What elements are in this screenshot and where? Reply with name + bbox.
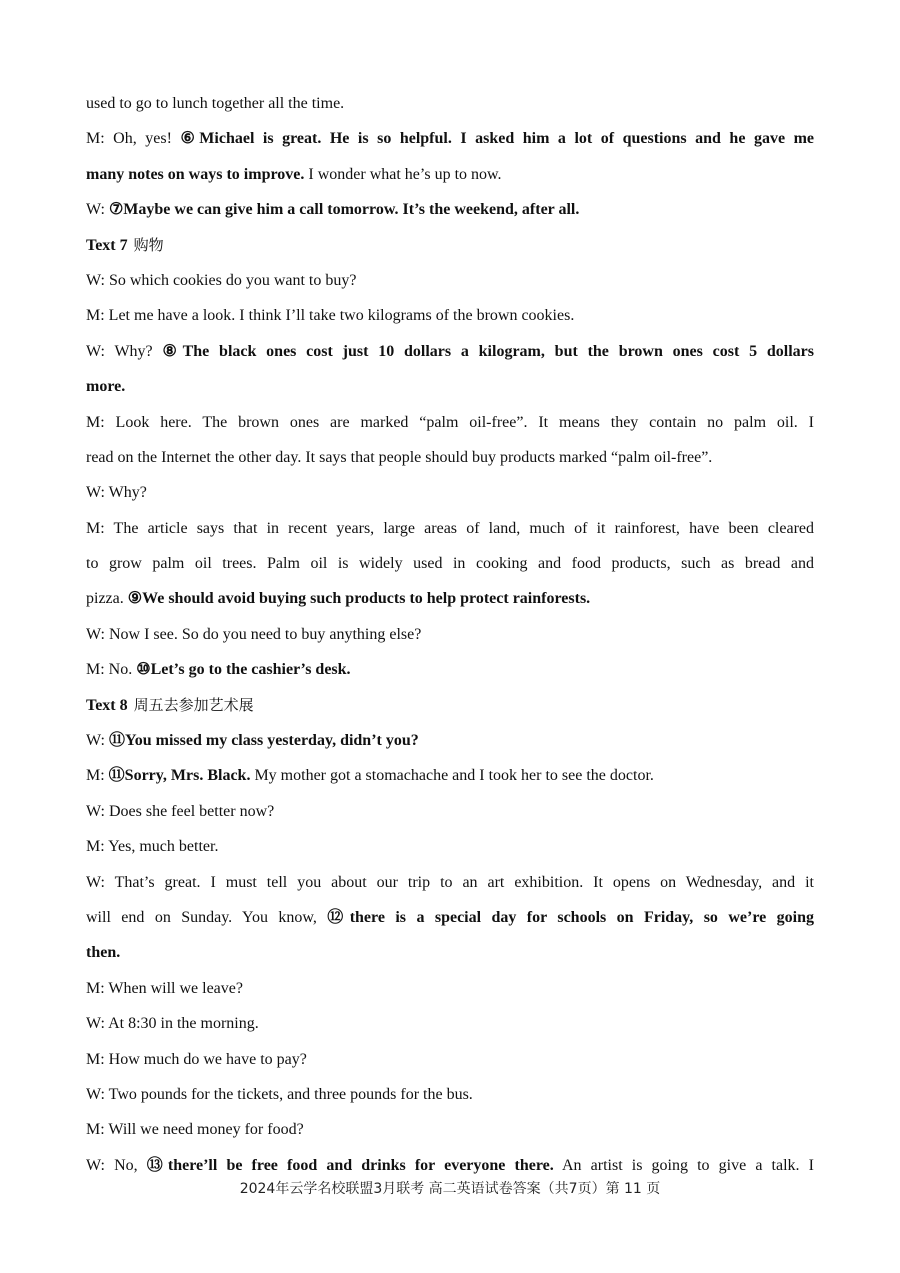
text-run: M: Look here. The brown ones are marked “palm oil-free”. It means they contain no palm oil. I [86, 413, 814, 431]
text-run: to grow palm oil trees. Palm oil is widely used in cooking and food products, such as bread and [86, 555, 814, 573]
answer-highlight: ⑦Maybe we can give him a call tomorrow. It’s the weekend, after all. [108, 201, 580, 219]
dialogue-line [86, 652, 814, 687]
dialogue-line [86, 405, 814, 440]
text-run: M: Yes, much better. [86, 838, 219, 856]
text-run: W: Now I see. So do you need to buy anything else? [86, 625, 422, 643]
dialogue-line [86, 829, 814, 864]
dialogue-line [86, 369, 814, 404]
text-run: W: So which cookies do you want to buy? [86, 271, 357, 289]
dialogue-line [86, 1077, 814, 1112]
answer-highlight: then. [86, 944, 121, 962]
dialogue-line [86, 935, 814, 970]
text-run: Text 7 [86, 236, 128, 254]
dialogue-line [86, 298, 814, 333]
answer-highlight: ⑧The black ones cost just 10 dollars a kilogram, but the brown ones cost 5 dollars [162, 342, 814, 360]
dialogue-line [86, 192, 814, 227]
answer-highlight: ⑪You missed my class yesterday, didn’t you? [108, 732, 419, 750]
dialogue-line [86, 334, 814, 369]
text-run: W: No, [86, 1156, 147, 1174]
answer-highlight: more. [86, 378, 126, 396]
section-heading [86, 228, 814, 263]
text-run: pizza. [86, 590, 128, 608]
text-run: I wonder what he’s up to now. [304, 165, 502, 183]
dialogue-line [86, 723, 814, 758]
answer-highlight: ⑫there is a special day for schools on Friday, so we’re going [327, 908, 814, 926]
dialogue-line [86, 581, 814, 616]
section-heading [86, 688, 814, 723]
dialogue-line [86, 440, 814, 475]
text-run: W: Why? [86, 342, 163, 360]
text-run: W: That’s great. I must tell you about our trip to an art exhibition. It opens on Wednesday, and it [86, 873, 814, 891]
text-run: will end on Sunday. You know, [86, 908, 328, 926]
answer-highlight: many notes on ways to improve. [86, 165, 305, 183]
dialogue-line [86, 86, 814, 121]
answer-highlight: ⑨We should avoid buying such products to help protect rainforests. [127, 590, 591, 608]
answer-highlight: ⑪Sorry, Mrs. Black. [108, 767, 251, 785]
text-run: M: Let me have a look. I think I’ll take two kilograms of the brown cookies. [86, 307, 575, 325]
dialogue-line [86, 263, 814, 298]
answer-highlight: ⑬there’ll be free food and drinks for everyone there. [146, 1156, 554, 1174]
text-run: W: Why? [86, 484, 147, 502]
text-run: M: How much do we have to pay? [86, 1050, 307, 1068]
answer-highlight: ⑩Let’s go to the cashier’s desk. [136, 661, 351, 679]
dialogue-line [86, 157, 814, 192]
text-run: W: [86, 201, 109, 219]
document-body [86, 86, 814, 1183]
dialogue-line [86, 1006, 814, 1041]
dialogue-line [86, 475, 814, 510]
text-run: M: Will we need money for food? [86, 1121, 304, 1139]
text-run: Text 8 [86, 696, 128, 714]
section-topic: 购物 [133, 235, 164, 254]
text-run: W: [86, 732, 109, 750]
dialogue-line [86, 758, 814, 793]
text-run: W: At 8:30 in the morning. [86, 1015, 259, 1033]
text-run: An artist is going to give a talk. I [553, 1156, 814, 1174]
dialogue-line [86, 794, 814, 829]
text-run: W: Two pounds for the tickets, and three pounds for the bus. [86, 1085, 473, 1103]
dialogue-line [86, 511, 814, 546]
text-run: My mother got a stomachache and I took her to see the doctor. [250, 767, 654, 785]
text-run: M: Oh, yes! [86, 130, 181, 148]
text-run: W: Does she feel better now? [86, 802, 275, 820]
dialogue-line [86, 1112, 814, 1147]
text-run: M: [86, 767, 109, 785]
dialogue-line [86, 971, 814, 1006]
dialogue-line [86, 865, 814, 900]
text-run: M: No. [86, 661, 137, 679]
text-run: M: When will we leave? [86, 979, 243, 997]
section-topic: 周五去参加艺术展 [133, 695, 254, 714]
page-footer: 2024年云学名校联盟3月联考 高二英语试卷答案（共7页）第 11 页 [239, 1181, 661, 1197]
text-run: used to go to lunch together all the time. [86, 95, 345, 112]
text-run: read on the Internet the other day. It says that people should buy products marked “palm oil-free”. [86, 448, 713, 466]
text-run: M: The article says that in recent years, large areas of land, much of it rainforest, have been cleared [86, 519, 814, 537]
dialogue-line [86, 1042, 814, 1077]
answer-highlight: ⑥Michael is great. He is so helpful. I asked him a lot of questions and he gave me [180, 130, 814, 148]
dialogue-line [86, 900, 814, 935]
dialogue-line [86, 546, 814, 581]
dialogue-line [86, 121, 814, 156]
dialogue-line [86, 617, 814, 652]
